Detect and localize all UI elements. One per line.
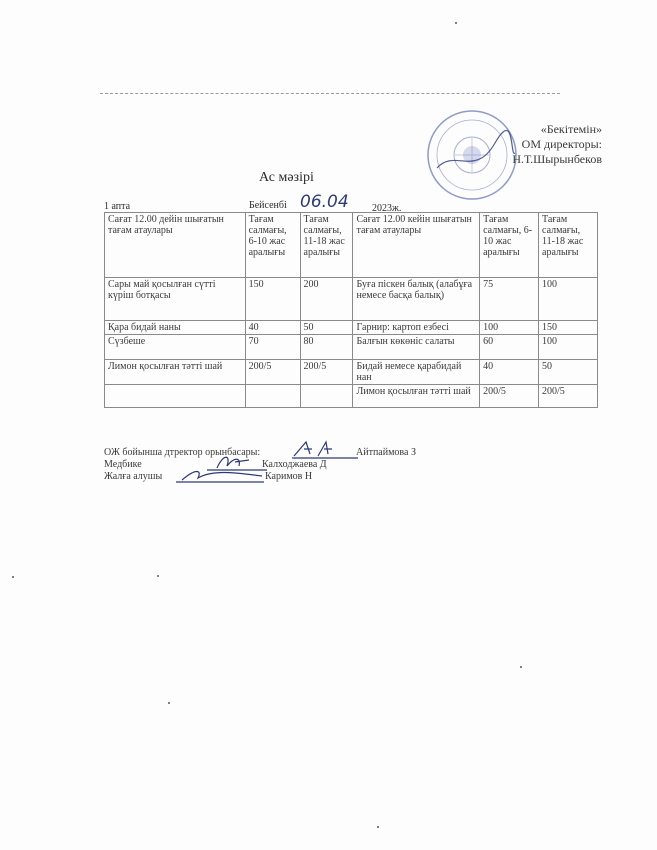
scan-speck — [157, 575, 159, 577]
table-cell: 150 — [245, 278, 300, 321]
table-row — [105, 335, 598, 360]
scan-speck — [455, 22, 457, 24]
header-weight-6-10: Тағам салмағы, 6-10 жас аралығы — [245, 213, 300, 278]
table-row — [105, 385, 598, 408]
table-cell: Балғын көкөніс салаты — [353, 335, 480, 360]
table-cell — [245, 385, 300, 408]
deputy-signature — [290, 438, 360, 460]
table-cell: 75 — [480, 278, 539, 321]
approval-line3: Н.Т.Шырынбеков — [512, 152, 602, 166]
table-cell: Гарнир: картоп езбесі — [353, 321, 480, 335]
table-cell: 50 — [539, 360, 598, 385]
contractor-name: Каримов Н — [265, 471, 313, 482]
deputy-label: ОЖ бойынша дтректор орынбасары: — [104, 447, 261, 458]
approval-line2: ОМ директоры: — [521, 137, 602, 151]
table-cell: Лимон қосылған тәтті шай — [105, 360, 246, 385]
table-cell: Сары май қосылған сүтті күріш ботқасы — [105, 278, 246, 321]
table-cell: 50 — [300, 321, 353, 335]
scan-speck — [377, 826, 379, 828]
table-cell: 40 — [480, 360, 539, 385]
scan-speck — [520, 666, 522, 668]
week-label: 1 апта — [104, 201, 131, 212]
table-cell: 200/5 — [539, 385, 598, 408]
table-cell: 200/5 — [245, 360, 300, 385]
table-cell: 80 — [300, 335, 353, 360]
header-weight-11-18-pm: Тағам салмағы, 11-18 жас аралығы — [539, 213, 598, 278]
table-row — [105, 321, 598, 335]
table-cell: 60 — [480, 335, 539, 360]
table-cell: 70 — [245, 335, 300, 360]
table-row — [105, 360, 598, 385]
table-cell: Қара бидай наны — [105, 321, 246, 335]
scan-speck — [12, 576, 14, 578]
approval-block — [470, 122, 602, 167]
header-divider — [100, 93, 560, 94]
day-label: Бейсенбі — [249, 200, 287, 211]
deputy-name: Айтпаймова З — [356, 447, 416, 458]
table-cell: 200/5 — [480, 385, 539, 408]
handwritten-date: 06.04 — [300, 192, 349, 212]
table-cell: 100 — [539, 278, 598, 321]
table-cell: 200/5 — [300, 360, 353, 385]
contractor-signature — [172, 466, 267, 484]
approval-line1: «Бекітемін» — [540, 122, 602, 136]
table-header-row — [105, 213, 598, 278]
nurse-name: Калходжаева Д — [262, 459, 327, 470]
header-weight-6-10-pm: Тағам салмағы, 6-10 жас аралығы — [480, 213, 539, 278]
table-row — [105, 278, 598, 321]
nurse-label: Медбике — [104, 459, 142, 470]
scan-speck — [168, 702, 170, 704]
table-cell: 100 — [539, 335, 598, 360]
header-weight-11-18: Тағам салмағы, 11-18 жас аралығы — [300, 213, 353, 278]
header-morning-dish: Сағат 12.00 дейін шығатын тағам атаулары — [105, 213, 246, 278]
table-cell — [300, 385, 353, 408]
header-afternoon-dish: Сағат 12.00 кейін шығатын тағам атаулары — [353, 213, 480, 278]
year-label: 2023ж. — [372, 203, 402, 214]
table-cell: Буға піскен балық (алабұға немесе басқа балық) — [353, 278, 480, 321]
table-cell: Сүзбеше — [105, 335, 246, 360]
table-cell: Бидай немесе қарабидай нан — [353, 360, 480, 385]
page-title: Ас мәзірі — [259, 170, 314, 185]
table-cell: 200 — [300, 278, 353, 321]
table-cell — [105, 385, 246, 408]
table-cell: Лимон қосылған тәтті шай — [353, 385, 480, 408]
table-cell: 100 — [480, 321, 539, 335]
menu-table — [104, 212, 598, 408]
table-cell: 150 — [539, 321, 598, 335]
table-cell: 40 — [245, 321, 300, 335]
contractor-label: Жалға алушы — [104, 471, 163, 482]
